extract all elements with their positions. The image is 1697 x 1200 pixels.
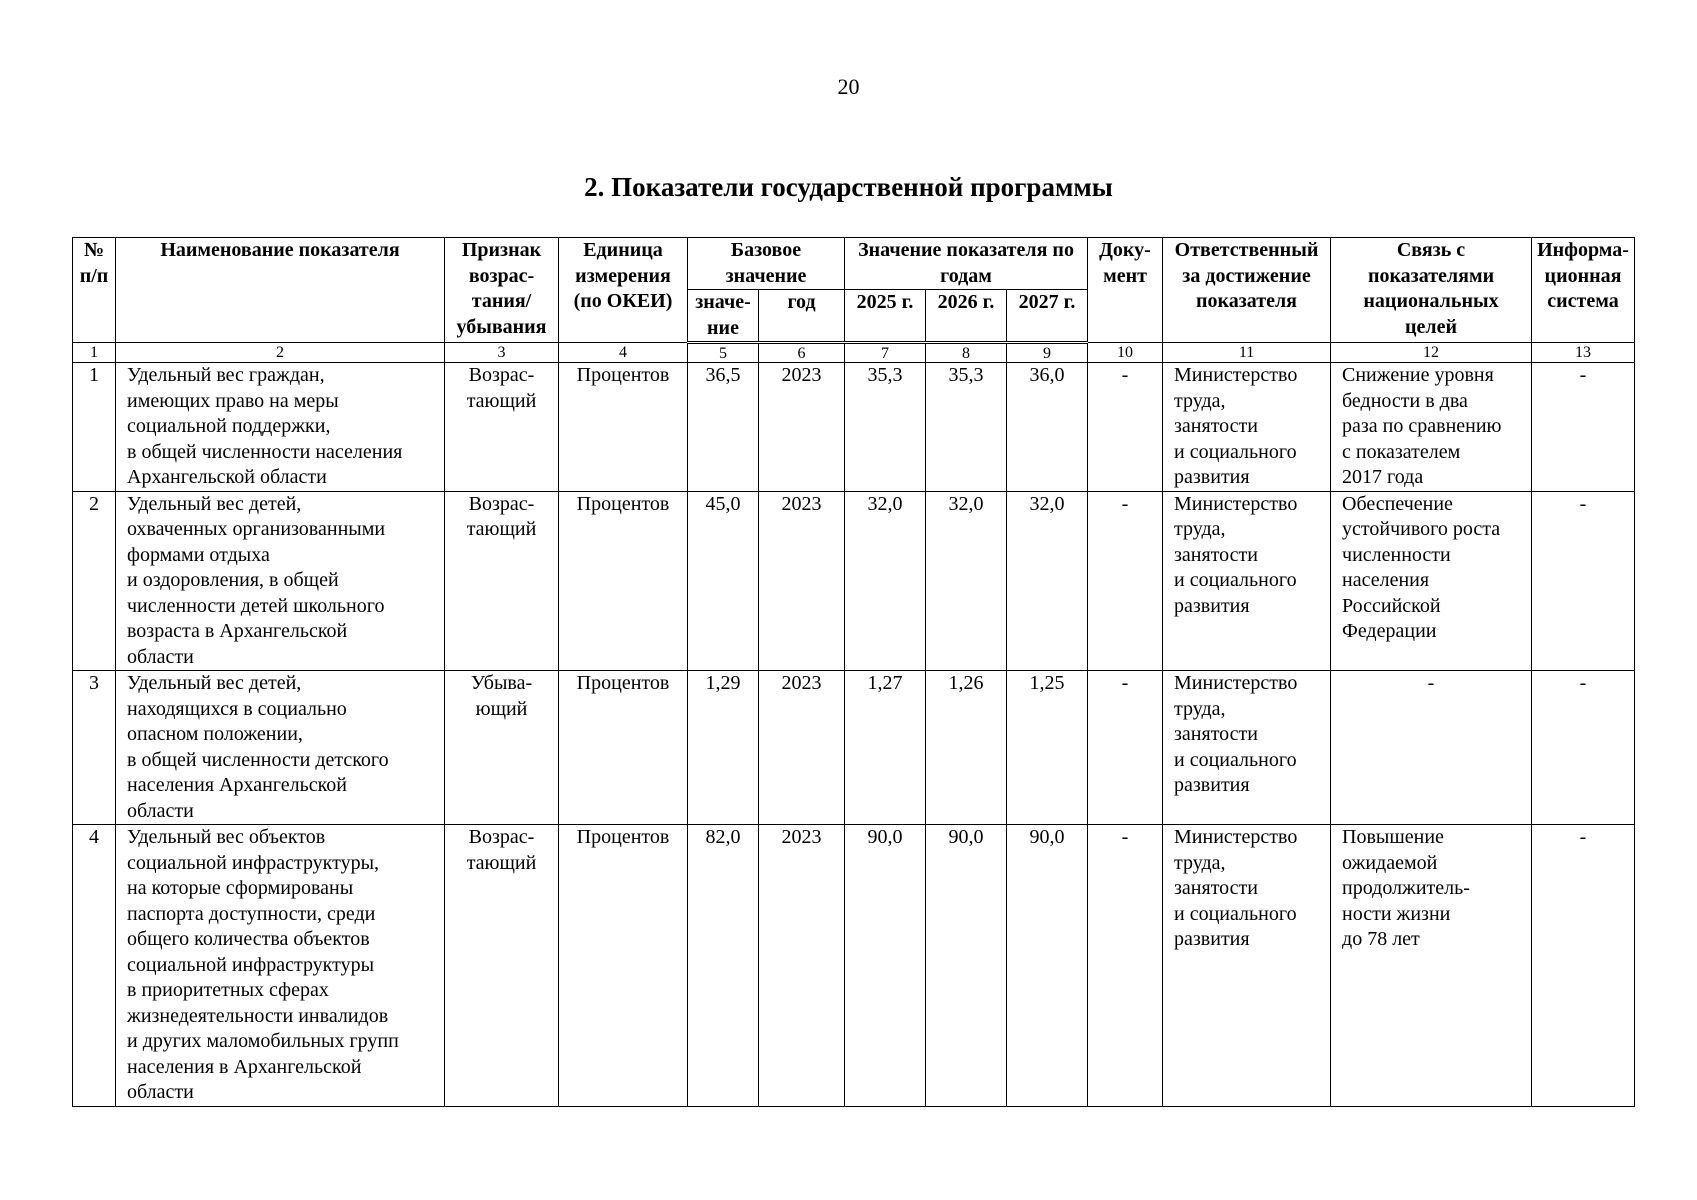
cell-unit: Процентов <box>559 825 688 1107</box>
column-number: 6 <box>759 343 845 363</box>
cell-trend: Возрас- тающий <box>445 363 559 492</box>
cell-value-2026: 32,0 <box>926 491 1007 671</box>
cell-document: - <box>1088 363 1163 492</box>
header-row-top <box>73 238 1635 290</box>
cell-value-2027: 36,0 <box>1007 363 1088 492</box>
cell-base-year: 2023 <box>759 363 845 492</box>
cell-base-value: 36,5 <box>688 363 759 492</box>
cell-responsible: Министерство труда, занятости и социального развития <box>1163 363 1331 492</box>
cell-value-2025: 35,3 <box>845 363 926 492</box>
header-2025: 2025 г. <box>845 290 926 343</box>
column-number: 9 <box>1007 343 1088 363</box>
column-numbers-row <box>73 343 1635 363</box>
cell-base-value: 82,0 <box>688 825 759 1107</box>
cell-base-year: 2023 <box>759 671 845 825</box>
header-link: Связь с показателями национальных целей <box>1331 238 1532 343</box>
cell-indicator-name: Удельный вес объектов социальной инфраструктуры, на которые сформированы паспорта доступности, среди общего количества объектов социальной инфраструктуры в приоритетных сферах жизнедеятельности инвалидов и других маломобильных групп населения в Архангельской области <box>116 825 445 1107</box>
cell-trend: Возрас- тающий <box>445 825 559 1107</box>
section-title: 2. Показатели государственной программы <box>584 172 1113 202</box>
cell-unit: Процентов <box>559 671 688 825</box>
cell-num: 2 <box>73 491 116 671</box>
header-base: Базовое значение <box>688 238 845 290</box>
column-number: 7 <box>845 343 926 363</box>
cell-indicator-name: Удельный вес граждан, имеющих право на меры социальной поддержки, в общей численности населения Архангельской области <box>116 363 445 492</box>
column-number: 10 <box>1088 343 1163 363</box>
cell-value-2026: 1,26 <box>926 671 1007 825</box>
cell-base-value: 1,29 <box>688 671 759 825</box>
cell-national-goal-link: Повышение ожидаемой продолжитель- ности жизни до 78 лет <box>1331 825 1532 1107</box>
cell-indicator-name: Удельный вес детей, охваченных организованными формами отдыха и оздоровления, в общей численности детей школьного возраста в Архангельской области <box>116 491 445 671</box>
cell-value-2027: 32,0 <box>1007 491 1088 671</box>
cell-unit: Процентов <box>559 363 688 492</box>
cell-num: 4 <box>73 825 116 1107</box>
cell-indicator-name: Удельный вес детей, находящихся в социально опасном положении, в общей численности детского населения Архангельской области <box>116 671 445 825</box>
cell-base-year: 2023 <box>759 491 845 671</box>
column-number: 13 <box>1532 343 1635 363</box>
cell-responsible: Министерство труда, занятости и социального развития <box>1163 491 1331 671</box>
cell-info-system: - <box>1532 825 1635 1107</box>
header-document: Доку-мент <box>1088 238 1163 343</box>
column-number: 1 <box>73 343 116 363</box>
cell-base-year: 2023 <box>759 825 845 1107</box>
column-number: 8 <box>926 343 1007 363</box>
header-infosys: Информа-ционная система <box>1532 238 1635 343</box>
column-number: 11 <box>1163 343 1331 363</box>
column-number: 3 <box>445 343 559 363</box>
column-number: 5 <box>688 343 759 363</box>
cell-document: - <box>1088 825 1163 1107</box>
header-unit: Единица измерения (по ОКЕИ) <box>559 238 688 343</box>
header-2027: 2027 г. <box>1007 290 1088 343</box>
table-row <box>73 671 1635 825</box>
cell-responsible: Министерство труда, занятости и социального развития <box>1163 825 1331 1107</box>
header-num: № п/п <box>73 238 116 343</box>
cell-unit: Процентов <box>559 491 688 671</box>
header-name: Наименование показателя <box>116 238 445 343</box>
column-number: 2 <box>116 343 445 363</box>
column-number: 12 <box>1331 343 1532 363</box>
table-row <box>73 363 1635 492</box>
cell-base-value: 45,0 <box>688 491 759 671</box>
header-base-year: год <box>759 290 845 343</box>
cell-trend: Возрас- тающий <box>445 491 559 671</box>
indicators-table <box>72 237 1635 1107</box>
header-base-value: значе-ние <box>688 290 759 343</box>
page-number: 20 <box>837 74 860 99</box>
cell-num: 1 <box>73 363 116 492</box>
table-row <box>73 825 1635 1107</box>
cell-info-system: - <box>1532 363 1635 492</box>
cell-info-system: - <box>1532 671 1635 825</box>
cell-value-2026: 90,0 <box>926 825 1007 1107</box>
cell-national-goal-link: Снижение уровня бедности в два раза по сравнению с показателем 2017 года <box>1331 363 1532 492</box>
cell-value-2026: 35,3 <box>926 363 1007 492</box>
cell-value-2025: 1,27 <box>845 671 926 825</box>
cell-responsible: Министерство труда, занятости и социального развития <box>1163 671 1331 825</box>
cell-value-2027: 1,25 <box>1007 671 1088 825</box>
cell-value-2027: 90,0 <box>1007 825 1088 1107</box>
table-row <box>73 491 1635 671</box>
header-responsible: Ответственный за достижение показателя <box>1163 238 1331 343</box>
cell-document: - <box>1088 491 1163 671</box>
cell-document: - <box>1088 671 1163 825</box>
cell-info-system: - <box>1532 491 1635 671</box>
header-yearly: Значение показателя по годам <box>845 238 1088 290</box>
column-number: 4 <box>559 343 688 363</box>
cell-value-2025: 90,0 <box>845 825 926 1107</box>
cell-national-goal-link: Обеспечение устойчивого роста численности населения Российской Федерации <box>1331 491 1532 671</box>
cell-trend: Убыва- ющий <box>445 671 559 825</box>
header-2026: 2026 г. <box>926 290 1007 343</box>
cell-value-2025: 32,0 <box>845 491 926 671</box>
cell-num: 3 <box>73 671 116 825</box>
cell-national-goal-link: - <box>1331 671 1532 825</box>
header-trend: Признак возрас-тания/ убывания <box>445 238 559 343</box>
